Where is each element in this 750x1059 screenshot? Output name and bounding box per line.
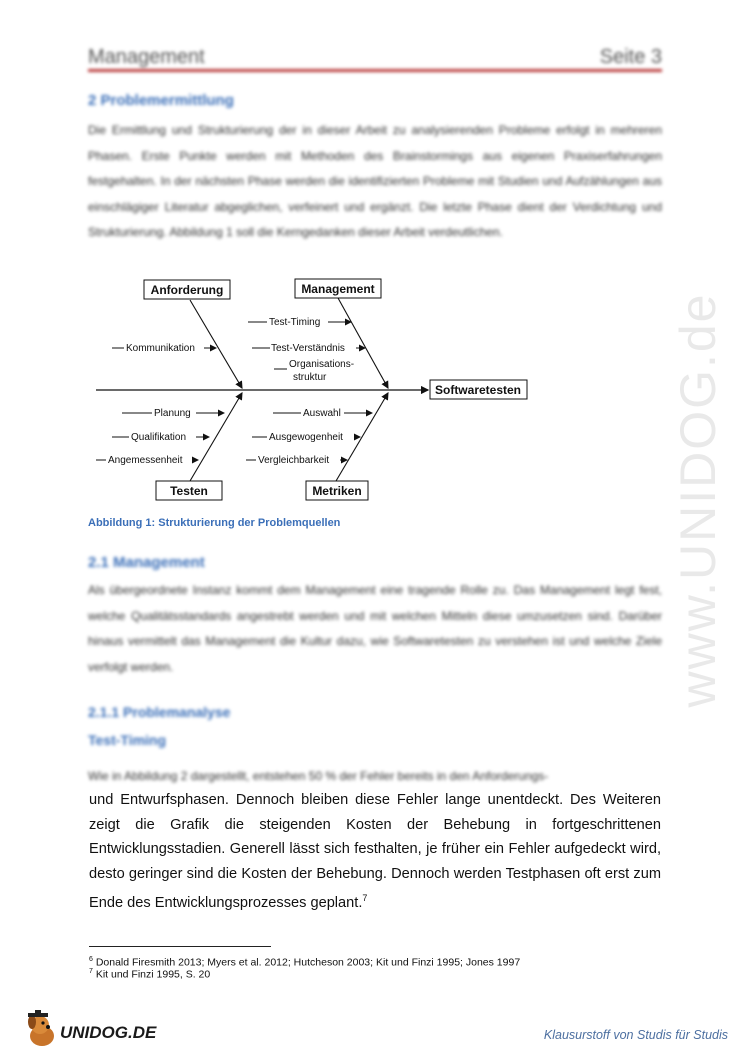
watermark: www.UNIDOG.de	[670, 292, 726, 708]
category-anforderung	[144, 280, 230, 299]
page-header	[88, 42, 662, 72]
header-page-number: Seite 3	[599, 46, 662, 68]
cause-kommunikation: Kommunikation	[126, 343, 195, 354]
bone-management	[338, 298, 388, 388]
cause-qualifikation: Qualifikation	[131, 432, 187, 443]
topic-heading: Test-Timing	[88, 732, 167, 748]
cause-planung: Planung	[154, 408, 191, 419]
cause-test-timing: Test-Timing	[269, 317, 321, 328]
svg-text:Testen: Testen	[170, 484, 208, 498]
cause-test-verstaendnis: Test-Verständnis	[271, 343, 345, 354]
unidog-logo[interactable]	[22, 1010, 157, 1050]
svg-text:Management: Management	[301, 282, 375, 296]
body-paragraph-text: und Entwurfsphasen. Dennoch bleiben diese Fehler lange unentdeckt. Des Weiteren zeigt die Grafik die steigenden Kosten der Behebung in fortgeschrittenen Entwicklungsstadien. Generell lässt sich festhalten, je früher ein Fehler aufgedeckt wird, desto geringer sind die Kosten der Behebung. Dennoch werden Testphasen oft erst zum Ende des Entwicklungsprozesses geplant.	[89, 792, 661, 911]
section-paragraph: Die Ermittlung und Strukturierung der in dieser Arbeit zu analysierenden Probleme erfolgt in mehreren Phasen. Erste Punkte werden mit Methoden des Brainstormings aus eigenen Praxiserfahrungen festgehalten. In der nächsten Phase werden die identifizierten Probleme mit Studien und Aufzählungen aus einschlägiger Literatur abgeglichen, verfeinert und ergänzt. Die letzte Phase dient der Verdichtung und Strukturierung. Abbildung 1 soll die Kerngedanken dieser Arbeit verdeutlichen.	[88, 123, 662, 239]
blurred-text-line: Wie in Abbildung 2 dargestellt, entstehen 50 % der Fehler bereits in den Anforderungs-	[88, 769, 549, 783]
svg-text:Metriken: Metriken	[312, 484, 362, 498]
cause-ausgewogenheit: Ausgewogenheit	[269, 432, 343, 443]
header-title: Management	[88, 46, 205, 68]
subsection-heading: 2.1 Management	[88, 554, 205, 571]
bone-metriken	[336, 393, 388, 481]
footnote-ref: 7	[362, 893, 368, 903]
fishbone-diagram	[90, 272, 540, 504]
svg-text:Softwaretesten: Softwaretesten	[434, 383, 522, 397]
cause-organisations: Organisations-	[289, 359, 355, 370]
category-management	[295, 279, 381, 298]
cause-struktur: struktur	[293, 372, 327, 383]
header-rule	[88, 69, 662, 72]
cause-auswahl: Auswahl	[303, 408, 341, 419]
effect-softwaretesten	[430, 380, 527, 399]
logo-text: UNIDOG.DE	[60, 1023, 157, 1042]
footnote-rule	[89, 946, 271, 947]
cause-vergleichbarkeit: Vergleichbarkeit	[258, 455, 330, 466]
cause-angemessenheit: Angemessenheit	[108, 455, 183, 466]
subsubsection-heading: 2.1.1 Problemanalyse	[88, 704, 231, 720]
category-metriken	[306, 481, 368, 500]
dog-mascot-icon	[22, 1010, 62, 1050]
footer-slogan: Klausurstoff von Studis für Studis	[543, 1028, 728, 1042]
category-testen	[156, 481, 222, 500]
body-paragraph	[89, 788, 661, 915]
subsection-paragraph: Als übergeordnete Instanz kommt dem Management eine tragende Rolle zu. Das Management legt fest, welche Qualitätsstandards angestrebt werden und mit welchen Mitteln diese umzusetzen sind. Darüber hinaus vermittelt das Management die Kultur dazu, wie Softwaretesten zu verstehen ist und welche Ziele verfolgt werden.	[88, 583, 662, 674]
figure-caption: Abbildung 1: Strukturierung der Problemquellen	[88, 517, 341, 529]
svg-text:Anforderung: Anforderung	[150, 283, 224, 297]
footnote-6: $^6$ Donald Firesmith 2013; Myers et al. 2012; Hutcheson 2003; Kit und Finzi 1995; Jones 1997	[89, 956, 521, 969]
footnote-7: $^7$ Kit und Finzi 1995, S. 20	[89, 968, 211, 981]
section-heading: 2 Problemermittlung	[88, 92, 234, 109]
bone-anforderung	[190, 300, 242, 388]
